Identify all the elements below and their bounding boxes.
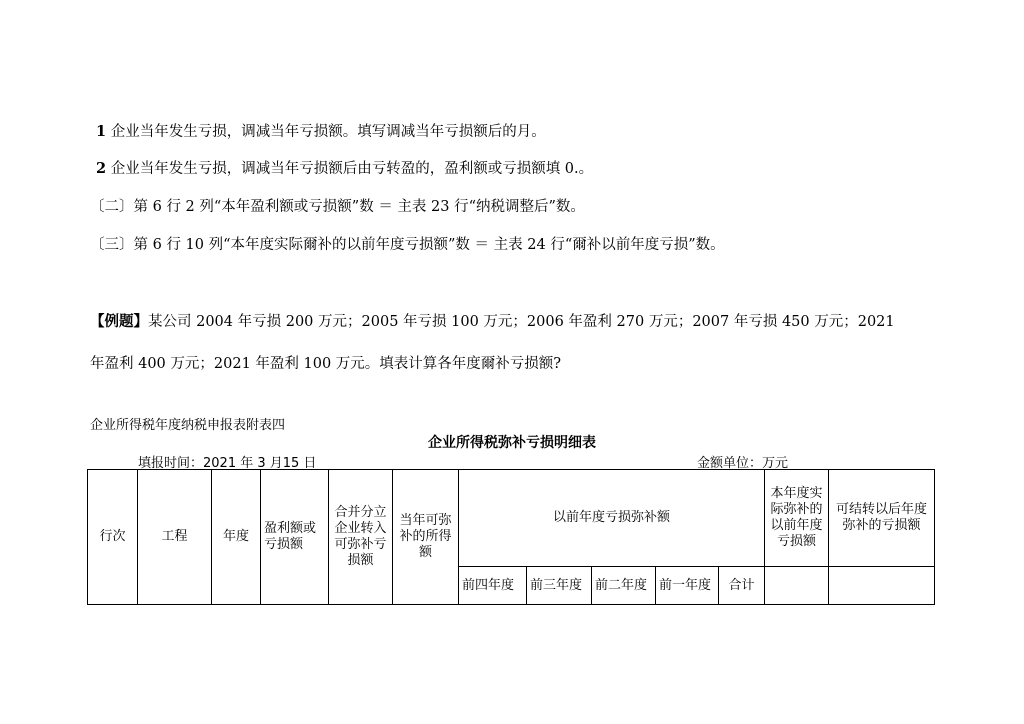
header-row-no: 行次 bbox=[88, 470, 138, 605]
amount-unit: 金额单位：万元 bbox=[697, 456, 789, 471]
header-total: 合计 bbox=[719, 567, 765, 605]
header-year-minus-3: 前三年度 bbox=[527, 567, 592, 605]
note-2 bbox=[96, 157, 593, 178]
header-year: 年度 bbox=[212, 470, 261, 605]
header-year-minus-4: 前四年度 bbox=[459, 567, 527, 605]
note-2-number: 2 bbox=[96, 160, 107, 177]
header-current-income: 当年可弥补的所得额 bbox=[393, 470, 459, 605]
loss-offset-table bbox=[87, 469, 935, 605]
header-carry-forward: 可结转以后年度弥补的亏损额 bbox=[829, 470, 935, 567]
note-1 bbox=[96, 120, 546, 141]
note-3: 〔二〕第 6 行 2 列“本年盈利额或亏损额”数 ＝ 主表 23 行“纳税调整后”数。 bbox=[90, 199, 585, 215]
header-merged-loss: 合并分立企业转入可弥补亏损额 bbox=[329, 470, 393, 605]
fill-date: 填报时间：2021 年 3 月15 日 bbox=[138, 456, 317, 471]
header-profit-loss: 盈利额或亏损额 bbox=[261, 470, 329, 605]
example-line-1 bbox=[90, 310, 895, 331]
header-year-minus-2: 前二年度 bbox=[592, 567, 656, 605]
cell-actual-offset-empty bbox=[765, 567, 829, 605]
note-2-text: 企业当年发生亏损，调减当年亏损额后由亏转盈的，盈利额或亏损额填 0.。 bbox=[106, 161, 594, 177]
table-caption: 企业所得税年度纳税申报表附表四 bbox=[90, 418, 286, 433]
cell-carry-forward-empty bbox=[829, 567, 935, 605]
table-title: 企业所得税弥补亏损明细表 bbox=[428, 435, 596, 451]
note-4: 〔三〕第 6 行 10 列“本年度实际爾补的以前年度亏损额”数 ＝ 主表 24 行“爾补以前年度亏损”数。 bbox=[90, 237, 725, 253]
example-label: 【例题】 bbox=[90, 313, 148, 330]
note-1-number: 1 bbox=[96, 123, 107, 140]
note-1-text: 企业当年发生亏损，调减当年亏损额。填写调减当年亏损额后的月。 bbox=[106, 124, 546, 140]
header-project: 工程 bbox=[138, 470, 212, 605]
example-text-1: 某公司 2004 年亏损 200 万元；2005 年亏损 100 万元；2006 年盈利 270 万元；2007 年亏损 450 万元；2021 bbox=[148, 314, 895, 330]
header-actual-offset: 本年度实际弥补的以前年度亏损额 bbox=[765, 470, 829, 567]
header-year-minus-1: 前一年度 bbox=[656, 567, 719, 605]
header-prior-years: 以前年度亏损弥补额 bbox=[459, 470, 765, 567]
example-line-2: 年盈利 400 万元；2021 年盈利 100 万元。填表计算各年度爾补亏损额? bbox=[90, 356, 562, 372]
